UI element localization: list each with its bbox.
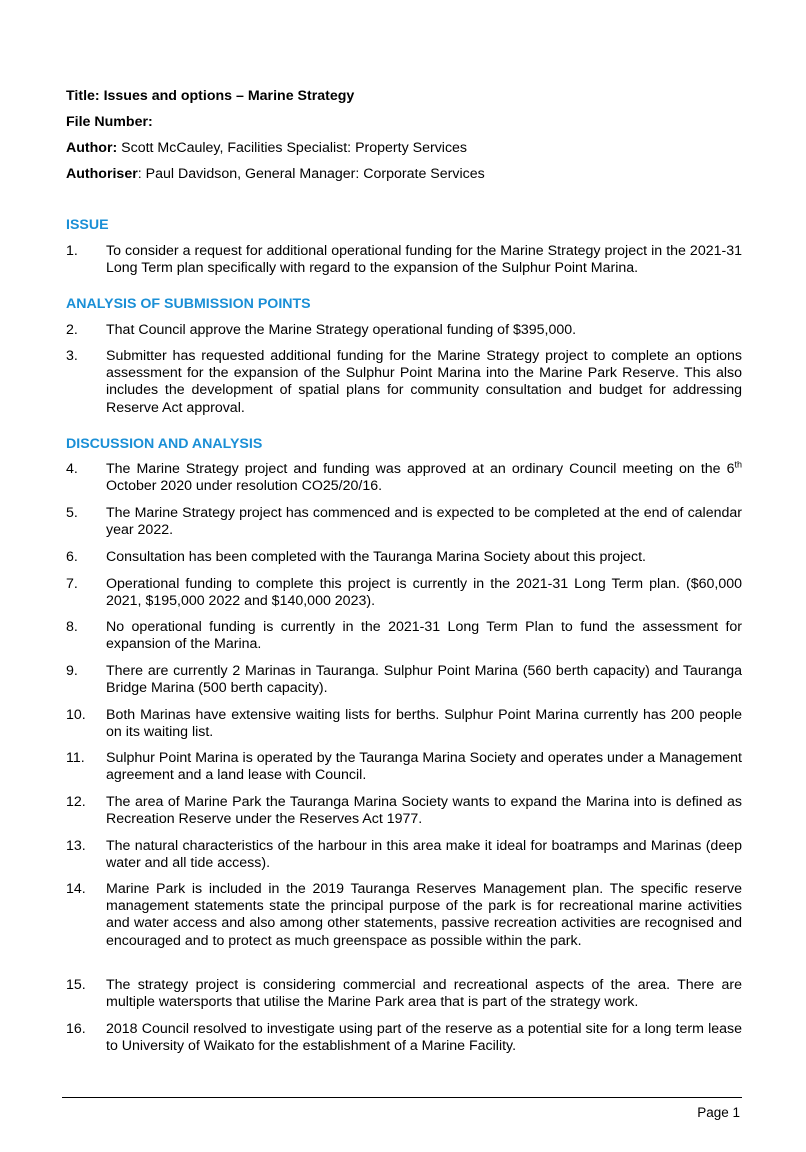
item-number: 8. xyxy=(66,619,78,635)
title-line xyxy=(66,87,756,105)
list-item xyxy=(66,707,742,741)
list-item xyxy=(66,794,742,828)
item-number: 5. xyxy=(66,505,78,521)
author-label: Author: xyxy=(66,140,118,156)
list-item xyxy=(66,505,742,539)
list-item xyxy=(66,576,742,610)
item-text-part: October 2020 under resolution CO25/20/16. xyxy=(106,478,383,495)
authoriser-value: : Paul Davidson, General Manager: Corporate Services xyxy=(137,166,485,182)
item-text: There are currently 2 Marinas in Tauranga. Sulphur Point Marina (560 berth capacity) and Tauranga Bridge Marina (500 berth capacity). xyxy=(106,663,742,697)
list-item xyxy=(66,549,742,566)
list-item xyxy=(66,977,742,1011)
item-number: 3. xyxy=(66,348,78,364)
item-number: 15. xyxy=(66,977,86,993)
item-text: Consultation has been completed with the Tauranga Marina Society about this project. xyxy=(106,549,646,565)
item-number: 7. xyxy=(66,576,78,592)
list-item xyxy=(66,838,742,872)
page-number: Page 1 xyxy=(697,1105,740,1120)
item-number: 11. xyxy=(66,750,85,766)
title-label: Title: xyxy=(66,88,104,104)
item-text-part: The Marine Strategy project and funding was approved at an ordinary Council meeting on the 6 xyxy=(106,461,735,477)
item-text: To consider a request for additional operational funding for the Marine Strategy project in the 2021-31 Long Term plan specifically with regard to the expansion of the Sulphur Point Marina. xyxy=(106,243,742,277)
item-text: The strategy project is considering commercial and recreational aspects of the area. There are multiple watersports that utilise the Marine Park area that is part of the strategy work. xyxy=(106,977,742,1011)
title-value: Issues and options – Marine Strategy xyxy=(103,88,355,104)
item-number: 10. xyxy=(66,707,86,723)
analysis-heading: ANALYSIS OF SUBMISSION POINTS xyxy=(66,296,311,312)
item-number: 14. xyxy=(66,881,86,897)
item-number: 13. xyxy=(66,838,86,854)
list-item xyxy=(66,1021,742,1055)
item-text: The natural characteristics of the harbour in this area make it ideal for boatramps and Marinas (deep water and all tide access). xyxy=(106,838,742,872)
item-text: The area of Marine Park the Tauranga Marina Society wants to expand the Marina into is defined as Recreation Reserve under the Reserves Act 1977. xyxy=(106,794,742,828)
file-number-line xyxy=(66,113,756,131)
authoriser-line xyxy=(66,165,756,183)
list-item xyxy=(66,348,742,417)
item-text: Marine Park is included in the 2019 Tauranga Reserves Management plan. The specific reserve management statements state the principal purpose of the park is for recreational marine activities and water access and also among other statements, passive recreation activities are recognised and encouraged and to protect as much greenspace as possible within the park. xyxy=(106,881,742,949)
ordinal-suffix: th xyxy=(734,459,742,470)
discussion-heading: DISCUSSION AND ANALYSIS xyxy=(66,436,263,452)
item-number: 16. xyxy=(66,1021,86,1037)
list-item xyxy=(66,322,742,339)
item-number: 2. xyxy=(66,322,78,338)
file-number-label: File Number: xyxy=(66,114,153,130)
item-text: Both Marinas have extensive waiting lists for berths. Sulphur Point Marina currently has 200 people on its waiting list. xyxy=(106,707,742,741)
list-item xyxy=(66,750,742,784)
list-item xyxy=(66,461,742,495)
item-number: 4. xyxy=(66,461,78,477)
author-line xyxy=(66,139,756,157)
item-text xyxy=(106,461,742,495)
item-text: Operational funding to complete this project is currently in the 2021-31 Long Term plan. ($60,000 2021, $195,000 2022 and $140,000 2023). xyxy=(106,576,742,610)
item-number: 1. xyxy=(66,243,78,259)
list-item xyxy=(66,243,742,277)
list-item xyxy=(66,619,742,653)
item-text: Sulphur Point Marina is operated by the Tauranga Marina Society and operates under a Management agreement and a land lease with Council. xyxy=(106,750,742,784)
authoriser-label: Authoriser xyxy=(66,166,138,182)
item-number: 6. xyxy=(66,549,78,565)
issue-heading: ISSUE xyxy=(66,217,109,233)
item-text: 2018 Council resolved to investigate using part of the reserve as a potential site for a long term lease to University of Waikato for the establishment of a Marine Facility. xyxy=(106,1021,742,1055)
list-item xyxy=(66,881,742,950)
list-item xyxy=(66,663,742,697)
item-text: No operational funding is currently in the 2021-31 Long Term Plan to fund the assessment for expansion of the Marina. xyxy=(106,619,742,653)
item-text: The Marine Strategy project has commenced and is expected to be completed at the end of calendar year 2022. xyxy=(106,505,742,539)
item-text: Submitter has requested additional funding for the Marine Strategy project to complete an options assessment for the expansion of the Sulphur Point Marina into the Marine Park Reserve. This also includes the development of spatial plans for community consultation and budget for addressing Reserve Act approval. xyxy=(106,348,742,416)
item-number: 9. xyxy=(66,663,78,679)
item-text: That Council approve the Marine Strategy operational funding of $395,000. xyxy=(106,322,577,338)
footer-divider xyxy=(62,1097,742,1098)
item-number: 12. xyxy=(66,794,86,810)
author-value: Scott McCauley, Facilities Specialist: Property Services xyxy=(117,140,468,156)
